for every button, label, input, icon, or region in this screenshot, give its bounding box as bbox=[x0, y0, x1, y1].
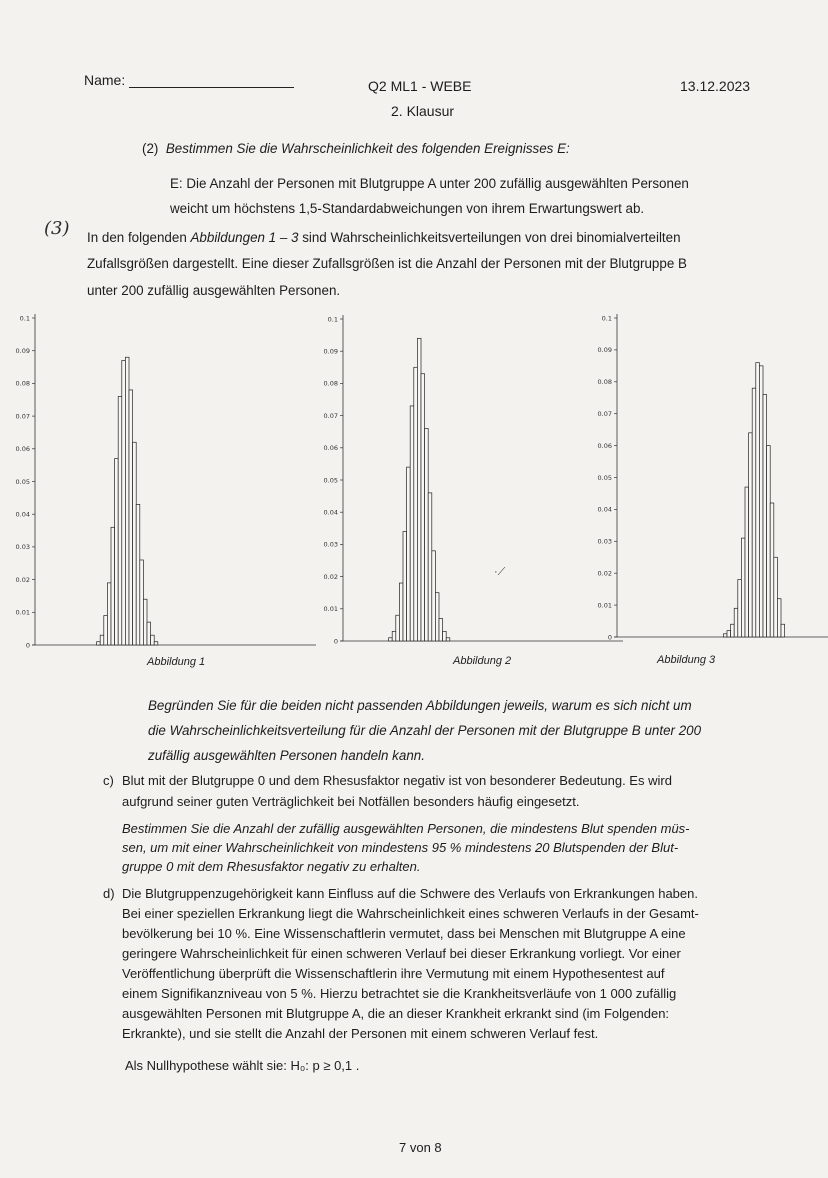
part-d-label: d) bbox=[103, 886, 115, 901]
chart-abbildung-3-svg bbox=[590, 308, 828, 653]
chart-abbildung-1-svg bbox=[8, 308, 318, 653]
bar bbox=[407, 467, 411, 641]
caption-abbildung-1: Abbildung 1 bbox=[147, 656, 206, 668]
part2-number: (2) bbox=[142, 141, 159, 156]
bar bbox=[414, 367, 418, 641]
y-tick-label: 0.01 bbox=[597, 601, 612, 610]
part-d-line-4: Veröffentlichung überprüft die Wissenschaftlerin ihre Vermutung mit einem Hypothesentest auf bbox=[122, 966, 665, 981]
y-tick-label: 0.02 bbox=[597, 569, 612, 578]
y-tick-label: 0.02 bbox=[323, 572, 338, 581]
chart-abbildung-2 bbox=[315, 308, 625, 658]
bar bbox=[741, 538, 745, 637]
bar bbox=[389, 638, 393, 641]
part2-instruction-text: Bestimmen Sie die Wahrscheinlichkeit des folgenden Ereignisses E: bbox=[165, 141, 570, 156]
bar bbox=[767, 446, 771, 637]
part-d-line-2: bevölkerung bei 10 %. Eine Wissenschaftlerin vermutet, dass bei Menschen mit Blutgruppe A eine bbox=[122, 926, 686, 941]
bar bbox=[425, 428, 429, 641]
part-d-line-7: Erkrankte), und sie stellt die Anzahl der Personen mit einem schweren Verlauf fest. bbox=[122, 1026, 599, 1041]
bar bbox=[97, 642, 101, 645]
bar bbox=[129, 390, 133, 645]
bar bbox=[417, 338, 421, 641]
y-tick-label: 0.06 bbox=[597, 441, 612, 450]
part2-instruction bbox=[142, 137, 570, 160]
bar bbox=[111, 527, 115, 645]
part3-task-line1: Begründen Sie für die beiden nicht passenden Abbildungen jeweils, warum es sich nicht um bbox=[148, 698, 692, 713]
y-tick-label: 0 bbox=[25, 641, 30, 650]
pen-mark: ·⟋ bbox=[494, 566, 506, 578]
y-tick-label: 0.09 bbox=[597, 346, 612, 355]
y-tick-label: 0.09 bbox=[15, 347, 30, 355]
bar bbox=[115, 459, 119, 645]
bar bbox=[446, 638, 450, 641]
date: 13.12.2023 bbox=[680, 78, 751, 94]
y-tick-label: 0.01 bbox=[323, 605, 338, 614]
bar bbox=[133, 442, 137, 645]
part-c-task1: Bestimmen Sie die Anzahl der zufällig ausgewählten Personen, die mindestens Blut spenden müs- bbox=[122, 821, 690, 836]
bar bbox=[125, 357, 129, 645]
handwritten-mark: (3) bbox=[44, 218, 70, 239]
part-c-line2: aufgrund seiner guten Verträglichkeit bei Notfällen besonders häufig eingesetzt. bbox=[122, 794, 580, 809]
bar bbox=[392, 631, 396, 641]
y-tick-label: 0 bbox=[333, 637, 338, 646]
bar bbox=[777, 599, 781, 637]
bar bbox=[756, 363, 760, 637]
bar bbox=[100, 635, 104, 645]
bar bbox=[421, 374, 425, 641]
y-tick-label: 0.1 bbox=[327, 315, 338, 324]
part3-line1-pre: In den folgenden bbox=[87, 230, 191, 245]
y-tick-label: 0.05 bbox=[15, 477, 30, 486]
part2-event-line1: E: Die Anzahl der Personen mit Blutgruppe A unter 200 zufällig ausgewählten Personen bbox=[170, 176, 689, 191]
y-tick-label: 0.08 bbox=[597, 378, 612, 387]
y-tick-label: 0.05 bbox=[597, 473, 612, 482]
part3-line1-figures: Abbildungen 1 – 3 bbox=[190, 230, 299, 245]
bar bbox=[727, 631, 731, 637]
y-tick-label: 0.07 bbox=[597, 410, 612, 418]
bar bbox=[154, 642, 158, 645]
y-tick-label: 0.08 bbox=[15, 379, 30, 388]
part-c-line1: Blut mit der Blutgruppe 0 und dem Rhesusfaktor negativ ist von besonderer Bedeutung. Es wird bbox=[122, 773, 672, 788]
y-tick-label: 0.08 bbox=[323, 379, 338, 388]
course-code: Q2 ML1 - WEBE bbox=[368, 78, 472, 94]
y-tick-label: 0.03 bbox=[597, 537, 612, 546]
part3-line3: unter 200 zufällig ausgewählten Personen. bbox=[87, 283, 341, 298]
part-d-line-3: geringere Wahrscheinlichkeit für einen schweren Verlauf bei dieser Erkrankung vorliegt. Vor einer bbox=[122, 946, 681, 961]
y-tick-label: 0.05 bbox=[323, 476, 338, 485]
y-tick-label: 0.03 bbox=[323, 540, 338, 549]
chart-abbildung-2-svg bbox=[315, 308, 625, 653]
caption-abbildung-2: Abbildung 2 bbox=[453, 655, 512, 667]
bar bbox=[122, 361, 126, 645]
bar bbox=[731, 624, 735, 637]
bar bbox=[752, 388, 756, 637]
bar bbox=[104, 616, 108, 645]
part-d-line-0: Die Blutgruppenzugehörigkeit kann Einfluss auf die Schwere des Verlaufs von Erkrankungen haben. bbox=[122, 886, 698, 901]
bar bbox=[723, 634, 727, 637]
bar bbox=[399, 583, 403, 641]
bar bbox=[403, 532, 407, 641]
bar bbox=[410, 406, 414, 641]
y-tick-label: 0 bbox=[607, 633, 612, 642]
y-tick-label: 0.09 bbox=[323, 347, 338, 356]
bar bbox=[763, 395, 767, 637]
part-d-line-6: ausgewählten Personen mit Blutgruppe A, die an dieser Krankheit erkrankt sind (im Folgenden: bbox=[122, 1006, 670, 1021]
name-label: Name: bbox=[84, 72, 126, 88]
bar bbox=[439, 618, 443, 641]
exam-title: 2. Klausur bbox=[391, 103, 455, 119]
name-blank-line bbox=[129, 73, 294, 88]
bar bbox=[774, 557, 778, 637]
bar bbox=[770, 503, 774, 637]
caption-abbildung-3: Abbildung 3 bbox=[657, 654, 716, 666]
page-number: 7 von 8 bbox=[399, 1140, 442, 1155]
y-tick-label: 0.04 bbox=[15, 510, 30, 519]
chart-abbildung-1 bbox=[8, 308, 318, 658]
y-tick-label: 0.03 bbox=[15, 543, 30, 552]
part3-line1-post: sind Wahrscheinlichkeitsverteilungen von drei binomialverteilten bbox=[298, 230, 681, 245]
y-tick-label: 0.06 bbox=[323, 444, 338, 453]
bar bbox=[759, 366, 763, 637]
bar bbox=[745, 487, 749, 637]
bar bbox=[432, 551, 436, 641]
y-tick-label: 0.04 bbox=[597, 505, 612, 514]
y-tick-label: 0.07 bbox=[15, 412, 30, 421]
bar bbox=[147, 622, 151, 645]
part3-task-line3: zufällig ausgewählten Personen handeln kann. bbox=[148, 748, 425, 763]
y-tick-label: 0.04 bbox=[323, 508, 338, 517]
bar bbox=[738, 580, 742, 637]
bar bbox=[151, 635, 155, 645]
part-c-label: c) bbox=[103, 773, 114, 788]
y-tick-label: 0.1 bbox=[19, 314, 30, 323]
bar bbox=[136, 504, 140, 645]
name-field bbox=[84, 72, 294, 88]
bar bbox=[118, 396, 122, 645]
y-tick-label: 0.02 bbox=[15, 575, 30, 584]
bar bbox=[140, 560, 144, 645]
bar bbox=[143, 599, 147, 645]
part-d-hypothesis: Als Nullhypothese wählt sie: H₀: p ≥ 0,1 . bbox=[125, 1058, 360, 1073]
part3-line1 bbox=[87, 226, 681, 249]
part-c-task2: sen, um mit einer Wahrscheinlichkeit von mindestens 95 % mindestens 20 Blutspenden der Blut- bbox=[122, 840, 679, 855]
bar bbox=[443, 631, 447, 641]
part2-event-line2: weicht um höchstens 1,5-Standardabweichungen von ihrem Erwartungswert ab. bbox=[170, 201, 645, 216]
bar bbox=[734, 608, 738, 637]
part-d-line-5: einem Signifikanzniveau von 5 %. Hierzu betrachtet sie die Krankheitsverläufe von 1 000 zufällig bbox=[122, 986, 677, 1001]
bar bbox=[428, 493, 432, 641]
part-c-task3: gruppe 0 mit dem Rhesusfaktor negativ zu erhalten. bbox=[122, 859, 421, 874]
bar bbox=[781, 624, 785, 637]
part-d-line-1: Bei einer speziellen Erkrankung liegt die Wahrscheinlichkeit eines schweren Verlaufs in der Gesamt- bbox=[122, 906, 699, 921]
y-tick-label: 0.06 bbox=[15, 445, 30, 454]
bar bbox=[396, 615, 400, 641]
y-tick-label: 0.1 bbox=[601, 314, 612, 323]
part3-task-line2: die Wahrscheinlichkeitsverteilung für die Anzahl der Personen mit der Blutgruppe B unter 200 bbox=[148, 723, 702, 738]
y-tick-label: 0.01 bbox=[15, 608, 30, 617]
bar bbox=[749, 433, 753, 637]
chart-abbildung-3 bbox=[590, 308, 828, 658]
bar bbox=[107, 583, 111, 645]
part3-line2: Zufallsgrößen dargestellt. Eine dieser Zufallsgrößen ist die Anzahl der Personen mit der Blutgruppe B bbox=[87, 256, 687, 271]
bar bbox=[435, 593, 439, 641]
y-tick-label: 0.07 bbox=[323, 411, 338, 420]
